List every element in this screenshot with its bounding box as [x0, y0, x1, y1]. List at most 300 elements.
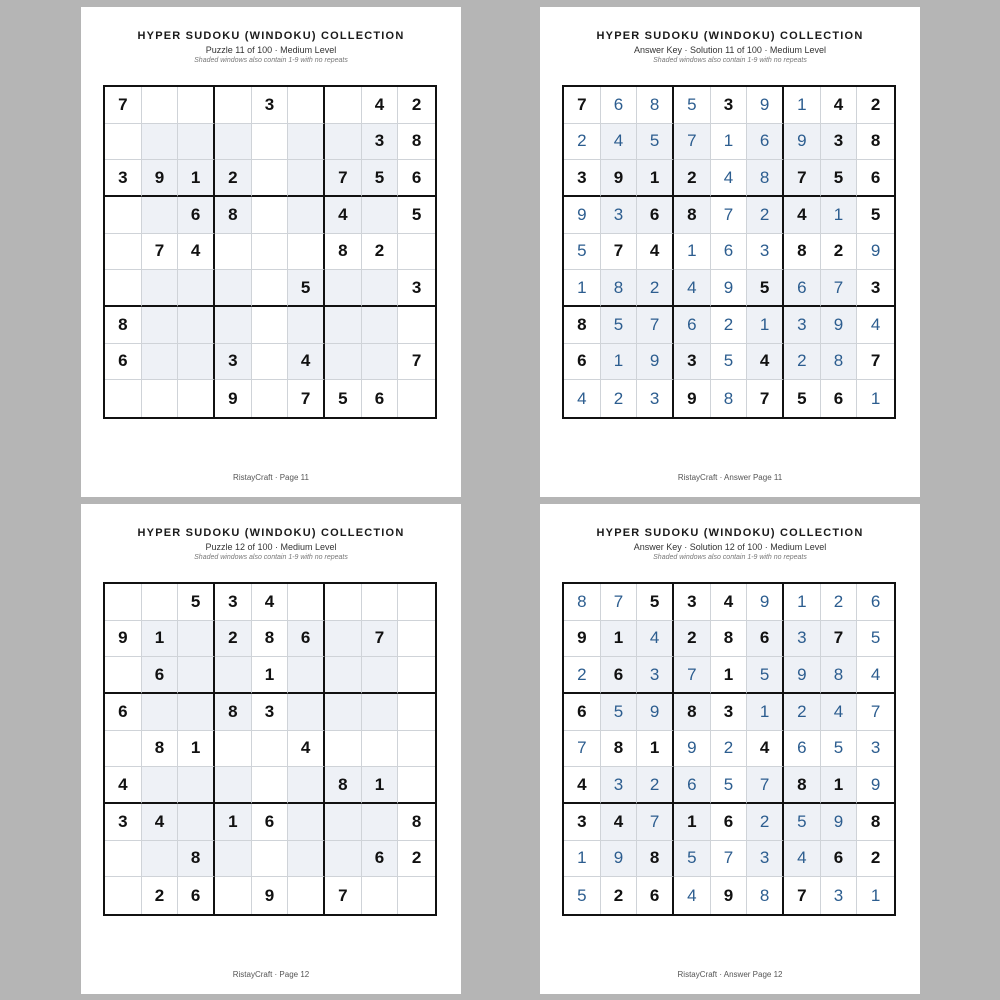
page-title: HYPER SUDOKU (WINDOKU) COLLECTION [596, 527, 864, 539]
sudoku-cell: 3 [747, 841, 784, 878]
sudoku-cell[interactable] [288, 197, 325, 234]
sudoku-cell[interactable] [215, 124, 252, 161]
sudoku-cell[interactable] [215, 234, 252, 271]
sudoku-cell[interactable] [252, 767, 289, 804]
sudoku-cell: 1 [747, 307, 784, 344]
sudoku-cell: 4 [784, 841, 821, 878]
sudoku-cell[interactable] [398, 234, 435, 271]
sudoku-cell[interactable] [288, 124, 325, 161]
sudoku-cell: 1 [142, 621, 179, 658]
sudoku-cell: 7 [601, 584, 638, 621]
sudoku-cell: 5 [178, 584, 215, 621]
sudoku-cell[interactable] [178, 380, 215, 417]
sudoku-cell[interactable] [398, 307, 435, 344]
sudoku-cell[interactable] [325, 694, 362, 731]
sudoku-cell: 1 [857, 877, 894, 914]
sudoku-cell: 8 [142, 731, 179, 768]
sudoku-cell: 8 [601, 731, 638, 768]
sudoku-cell: 9 [142, 160, 179, 197]
sudoku-cell[interactable] [362, 584, 399, 621]
sudoku-cell: 4 [857, 307, 894, 344]
sudoku-cell[interactable] [142, 694, 179, 731]
sudoku-cell: 9 [784, 124, 821, 161]
sudoku-cell: 8 [711, 621, 748, 658]
sudoku-cell[interactable] [215, 877, 252, 914]
sudoku-cell: 4 [674, 877, 711, 914]
sudoku-cell[interactable] [105, 731, 142, 768]
page-note: Shaded windows also contain 1-9 with no repeats [194, 554, 348, 561]
sudoku-cell: 5 [784, 804, 821, 841]
sudoku-cell: 2 [601, 877, 638, 914]
sudoku-cell: 6 [821, 380, 858, 417]
sudoku-cell[interactable] [398, 657, 435, 694]
sudoku-cell: 3 [362, 124, 399, 161]
sudoku-cell: 7 [821, 621, 858, 658]
sudoku-cell: 9 [215, 380, 252, 417]
sudoku-cell: 5 [601, 694, 638, 731]
sudoku-cell: 5 [711, 767, 748, 804]
sudoku-cell: 8 [252, 621, 289, 658]
sudoku-cell: 5 [857, 621, 894, 658]
sudoku-cell[interactable] [398, 694, 435, 731]
sudoku-cell: 3 [637, 380, 674, 417]
sudoku-cell: 3 [601, 197, 638, 234]
sudoku-cell: 1 [564, 270, 601, 307]
sudoku-cell: 7 [601, 234, 638, 271]
sudoku-cell: 3 [105, 804, 142, 841]
sudoku-cell: 9 [564, 621, 601, 658]
sudoku-cell: 2 [564, 657, 601, 694]
sudoku-cell: 7 [637, 804, 674, 841]
sudoku-cell: 3 [784, 621, 821, 658]
sudoku-cell: 2 [674, 621, 711, 658]
sudoku-cell: 2 [601, 380, 638, 417]
sudoku-cell: 9 [711, 877, 748, 914]
sudoku-cell: 4 [362, 87, 399, 124]
sudoku-cell[interactable] [252, 731, 289, 768]
sudoku-cell[interactable] [105, 877, 142, 914]
sudoku-cell: 8 [178, 841, 215, 878]
sudoku-cell[interactable] [325, 87, 362, 124]
sudoku-cell[interactable] [252, 344, 289, 381]
sudoku-cell: 7 [325, 877, 362, 914]
sudoku-cell: 4 [711, 160, 748, 197]
sudoku-cell: 4 [142, 804, 179, 841]
page-subtitle: Puzzle 11 of 100 · Medium Level [205, 45, 337, 55]
answer-page-11 [540, 7, 920, 497]
sudoku-cell: 6 [601, 657, 638, 694]
sudoku-cell[interactable] [142, 767, 179, 804]
puzzle-page-11 [81, 7, 461, 497]
sudoku-cell: 1 [711, 657, 748, 694]
sudoku-cell: 1 [821, 197, 858, 234]
sudoku-cell: 4 [747, 344, 784, 381]
sudoku-cell: 6 [637, 877, 674, 914]
sudoku-cell: 5 [564, 234, 601, 271]
sudoku-cell: 1 [711, 124, 748, 161]
sudoku-cell[interactable] [325, 804, 362, 841]
sudoku-cell: 5 [747, 657, 784, 694]
sudoku-cell: 8 [747, 877, 784, 914]
sudoku-cell: 5 [747, 270, 784, 307]
sudoku-cell[interactable] [215, 767, 252, 804]
answer-page-12 [540, 504, 920, 994]
sudoku-cell: 1 [784, 87, 821, 124]
sudoku-cell: 6 [362, 841, 399, 878]
sudoku-cell: 8 [215, 197, 252, 234]
sudoku-cell: 4 [178, 234, 215, 271]
sudoku-cell[interactable] [398, 877, 435, 914]
sudoku-cell: 5 [325, 380, 362, 417]
sudoku-cell: 7 [711, 841, 748, 878]
sudoku-cell: 7 [362, 621, 399, 658]
sudoku-cell[interactable] [252, 160, 289, 197]
sudoku-cell[interactable] [142, 307, 179, 344]
sudoku-cell: 3 [821, 877, 858, 914]
sudoku-cell[interactable] [178, 307, 215, 344]
sudoku-cell: 8 [747, 160, 784, 197]
sudoku-cell: 5 [821, 731, 858, 768]
sudoku-cell[interactable] [178, 657, 215, 694]
sudoku-cell[interactable] [215, 657, 252, 694]
sudoku-cell[interactable] [362, 731, 399, 768]
sudoku-cell: 3 [252, 87, 289, 124]
sudoku-cell[interactable] [325, 124, 362, 161]
sudoku-cell[interactable] [362, 307, 399, 344]
sudoku-cell[interactable] [325, 657, 362, 694]
sudoku-cell: 8 [821, 657, 858, 694]
sudoku-cell[interactable] [325, 841, 362, 878]
sudoku-cell[interactable] [178, 124, 215, 161]
sudoku-cell[interactable] [252, 234, 289, 271]
sudoku-cell: 7 [564, 731, 601, 768]
sudoku-cell: 7 [142, 234, 179, 271]
sudoku-cell: 2 [747, 197, 784, 234]
page-title: HYPER SUDOKU (WINDOKU) COLLECTION [137, 30, 405, 42]
sudoku-cell[interactable] [105, 270, 142, 307]
sudoku-cell: 1 [601, 621, 638, 658]
sudoku-cell[interactable] [398, 584, 435, 621]
page-subtitle: Answer Key · Solution 11 of 100 · Medium Level [634, 45, 826, 55]
sudoku-cell[interactable] [325, 307, 362, 344]
page-subtitle: Answer Key · Solution 12 of 100 · Medium Level [633, 542, 827, 552]
sudoku-cell[interactable] [252, 307, 289, 344]
sudoku-cell: 5 [674, 87, 711, 124]
sudoku-cell: 1 [674, 804, 711, 841]
sudoku-cell: 2 [674, 160, 711, 197]
puzzle-page-12 [81, 504, 461, 994]
sudoku-cell: 5 [601, 307, 638, 344]
sudoku-cell: 3 [711, 87, 748, 124]
sudoku-cell: 3 [564, 804, 601, 841]
sudoku-cell: 9 [674, 731, 711, 768]
sudoku-cell: 9 [821, 804, 858, 841]
sudoku-cell[interactable] [105, 234, 142, 271]
sudoku-cell[interactable] [325, 584, 362, 621]
sudoku-cell[interactable] [325, 621, 362, 658]
sudoku-cell: 9 [821, 307, 858, 344]
sudoku-cell: 9 [601, 160, 638, 197]
sudoku-cell: 4 [637, 621, 674, 658]
sudoku-cell[interactable] [105, 124, 142, 161]
sudoku-cell[interactable] [105, 197, 142, 234]
sudoku-cell[interactable] [178, 344, 215, 381]
sudoku-cell: 8 [398, 804, 435, 841]
sudoku-cell: 5 [362, 160, 399, 197]
sudoku-cell: 7 [674, 657, 711, 694]
sudoku-cell[interactable] [215, 841, 252, 878]
sudoku-cell[interactable] [398, 731, 435, 768]
sudoku-cell: 7 [747, 380, 784, 417]
page-note: Shaded windows also contain 1-9 with no repeats [194, 57, 348, 64]
sudoku-cell: 3 [215, 584, 252, 621]
sudoku-cell: 1 [362, 767, 399, 804]
sudoku-cell: 8 [637, 841, 674, 878]
sudoku-cell: 2 [747, 804, 784, 841]
sudoku-cell: 8 [637, 87, 674, 124]
sudoku-cell[interactable] [362, 657, 399, 694]
sudoku-cell: 3 [564, 160, 601, 197]
sudoku-cell[interactable] [288, 87, 325, 124]
sudoku-cell: 4 [747, 731, 784, 768]
sudoku-cell[interactable] [325, 344, 362, 381]
sudoku-cell: 6 [784, 270, 821, 307]
sudoku-cell[interactable] [215, 731, 252, 768]
sudoku-cell[interactable] [178, 767, 215, 804]
sudoku-cell: 7 [784, 877, 821, 914]
sudoku-cell: 4 [674, 270, 711, 307]
page-subtitle: Puzzle 12 of 100 · Medium Level [205, 542, 337, 552]
sudoku-cell: 8 [564, 307, 601, 344]
sudoku-cell: 5 [564, 877, 601, 914]
sudoku-cell: 3 [637, 657, 674, 694]
sudoku-cell[interactable] [142, 344, 179, 381]
sudoku-cell[interactable] [142, 197, 179, 234]
sudoku-cell: 8 [325, 767, 362, 804]
sudoku-cell: 4 [252, 584, 289, 621]
page-footer: RistayCraft · Answer Page 11 [677, 473, 783, 482]
sudoku-cell: 1 [637, 731, 674, 768]
sudoku-cell: 8 [784, 767, 821, 804]
sudoku-cell: 2 [637, 767, 674, 804]
sudoku-cell: 4 [325, 197, 362, 234]
sudoku-cell: 7 [857, 344, 894, 381]
sudoku-cell: 6 [178, 877, 215, 914]
sudoku-cell: 3 [857, 270, 894, 307]
sudoku-cell: 7 [398, 344, 435, 381]
page-title: HYPER SUDOKU (WINDOKU) COLLECTION [596, 30, 864, 42]
sudoku-cell: 2 [784, 694, 821, 731]
sudoku-cell[interactable] [288, 584, 325, 621]
sudoku-cell[interactable] [215, 270, 252, 307]
sudoku-cell: 3 [674, 584, 711, 621]
sudoku-grid [562, 85, 896, 419]
sudoku-cell[interactable] [178, 804, 215, 841]
sudoku-cell: 7 [784, 160, 821, 197]
sudoku-cell[interactable] [252, 380, 289, 417]
sudoku-cell[interactable] [178, 270, 215, 307]
sudoku-cell: 9 [637, 694, 674, 731]
sudoku-cell[interactable] [362, 877, 399, 914]
sudoku-cell[interactable] [398, 621, 435, 658]
sudoku-cell[interactable] [288, 694, 325, 731]
sudoku-cell: 6 [142, 657, 179, 694]
sudoku-cell[interactable] [178, 87, 215, 124]
sudoku-cell[interactable] [252, 197, 289, 234]
sudoku-cell: 3 [821, 124, 858, 161]
sudoku-cell[interactable] [178, 621, 215, 658]
sudoku-cell[interactable] [105, 841, 142, 878]
sudoku-cell: 4 [105, 767, 142, 804]
sudoku-cell[interactable] [215, 307, 252, 344]
sudoku-cell: 9 [747, 87, 784, 124]
sudoku-cell: 6 [747, 621, 784, 658]
sudoku-cell: 7 [674, 124, 711, 161]
sudoku-cell: 8 [325, 234, 362, 271]
sudoku-cell: 4 [821, 694, 858, 731]
sudoku-cell[interactable] [398, 767, 435, 804]
sudoku-cell: 6 [398, 160, 435, 197]
sudoku-cell: 8 [564, 584, 601, 621]
sudoku-cell[interactable] [288, 160, 325, 197]
sudoku-grid [562, 582, 896, 916]
sudoku-cell: 5 [784, 380, 821, 417]
sudoku-cell[interactable] [142, 584, 179, 621]
sudoku-cell[interactable] [288, 804, 325, 841]
sudoku-cell: 3 [215, 344, 252, 381]
sudoku-cell[interactable] [325, 270, 362, 307]
sudoku-cell[interactable] [362, 270, 399, 307]
sudoku-cell: 1 [784, 584, 821, 621]
sudoku-cell: 9 [252, 877, 289, 914]
sudoku-cell[interactable] [362, 197, 399, 234]
sudoku-cell: 8 [711, 380, 748, 417]
sudoku-cell[interactable] [252, 270, 289, 307]
page-footer: RistayCraft · Page 11 [233, 473, 309, 482]
sudoku-cell: 2 [564, 124, 601, 161]
sudoku-cell: 8 [398, 124, 435, 161]
sudoku-cell: 6 [674, 767, 711, 804]
sudoku-cell: 2 [215, 160, 252, 197]
sudoku-cell: 4 [601, 804, 638, 841]
sudoku-cell: 6 [362, 380, 399, 417]
sudoku-cell: 6 [711, 804, 748, 841]
sudoku-cell: 1 [747, 694, 784, 731]
sudoku-cell[interactable] [325, 731, 362, 768]
sudoku-cell: 2 [362, 234, 399, 271]
sudoku-cell[interactable] [288, 877, 325, 914]
sudoku-cell: 2 [857, 87, 894, 124]
sudoku-cell[interactable] [142, 270, 179, 307]
sudoku-cell: 1 [601, 344, 638, 381]
sudoku-cell: 4 [288, 731, 325, 768]
sudoku-cell[interactable] [178, 694, 215, 731]
sudoku-cell[interactable] [105, 657, 142, 694]
sudoku-cell: 8 [215, 694, 252, 731]
sudoku-cell: 2 [637, 270, 674, 307]
sudoku-cell: 4 [564, 767, 601, 804]
sudoku-cell[interactable] [288, 234, 325, 271]
sudoku-cell[interactable] [362, 694, 399, 731]
sudoku-cell: 5 [674, 841, 711, 878]
sudoku-cell: 5 [821, 160, 858, 197]
sudoku-cell: 7 [821, 270, 858, 307]
sudoku-cell: 6 [747, 124, 784, 161]
sudoku-cell[interactable] [105, 380, 142, 417]
sudoku-cell: 9 [711, 270, 748, 307]
sudoku-cell: 7 [857, 694, 894, 731]
sudoku-cell: 1 [821, 767, 858, 804]
sudoku-cell: 6 [711, 234, 748, 271]
sudoku-cell: 1 [178, 731, 215, 768]
sudoku-cell: 4 [821, 87, 858, 124]
page-footer: RistayCraft · Page 12 [232, 970, 310, 979]
sudoku-cell: 9 [564, 197, 601, 234]
sudoku-cell: 2 [398, 87, 435, 124]
sudoku-cell[interactable] [288, 767, 325, 804]
sudoku-cell: 6 [784, 731, 821, 768]
sudoku-cell: 9 [857, 767, 894, 804]
sudoku-cell: 9 [857, 234, 894, 271]
sudoku-cell[interactable] [288, 841, 325, 878]
sudoku-cell[interactable] [252, 841, 289, 878]
sudoku-grid [103, 85, 437, 419]
sudoku-cell[interactable] [142, 841, 179, 878]
sudoku-cell[interactable] [252, 124, 289, 161]
sudoku-cell: 7 [637, 307, 674, 344]
sudoku-cell[interactable] [288, 657, 325, 694]
sudoku-cell[interactable] [288, 307, 325, 344]
sudoku-cell: 3 [105, 160, 142, 197]
sudoku-cell: 8 [674, 694, 711, 731]
sudoku-cell[interactable] [362, 804, 399, 841]
sudoku-cell: 8 [674, 197, 711, 234]
sudoku-cell[interactable] [142, 380, 179, 417]
sudoku-cell: 4 [637, 234, 674, 271]
sudoku-cell: 2 [821, 234, 858, 271]
sudoku-cell: 2 [784, 344, 821, 381]
sudoku-cell: 3 [252, 694, 289, 731]
sudoku-cell: 3 [711, 694, 748, 731]
sudoku-cell[interactable] [362, 344, 399, 381]
sudoku-cell[interactable] [142, 124, 179, 161]
sudoku-cell: 1 [564, 841, 601, 878]
sudoku-cell: 6 [564, 344, 601, 381]
sudoku-cell: 6 [105, 694, 142, 731]
sudoku-cell: 9 [637, 344, 674, 381]
sudoku-cell: 5 [637, 124, 674, 161]
sudoku-cell: 5 [857, 197, 894, 234]
sudoku-cell: 4 [784, 197, 821, 234]
sudoku-cell[interactable] [142, 87, 179, 124]
sudoku-cell[interactable] [105, 584, 142, 621]
sudoku-cell: 2 [857, 841, 894, 878]
sudoku-cell: 1 [674, 234, 711, 271]
sudoku-cell: 1 [178, 160, 215, 197]
page-footer: RistayCraft · Answer Page 12 [677, 970, 783, 979]
sudoku-cell: 9 [747, 584, 784, 621]
sudoku-cell: 6 [105, 344, 142, 381]
sudoku-cell[interactable] [398, 380, 435, 417]
sudoku-cell: 8 [105, 307, 142, 344]
sudoku-cell: 4 [857, 657, 894, 694]
sudoku-cell: 5 [288, 270, 325, 307]
sudoku-cell: 9 [784, 657, 821, 694]
sudoku-cell[interactable] [215, 87, 252, 124]
sudoku-cell: 7 [325, 160, 362, 197]
sudoku-cell: 7 [564, 87, 601, 124]
sudoku-cell: 6 [252, 804, 289, 841]
